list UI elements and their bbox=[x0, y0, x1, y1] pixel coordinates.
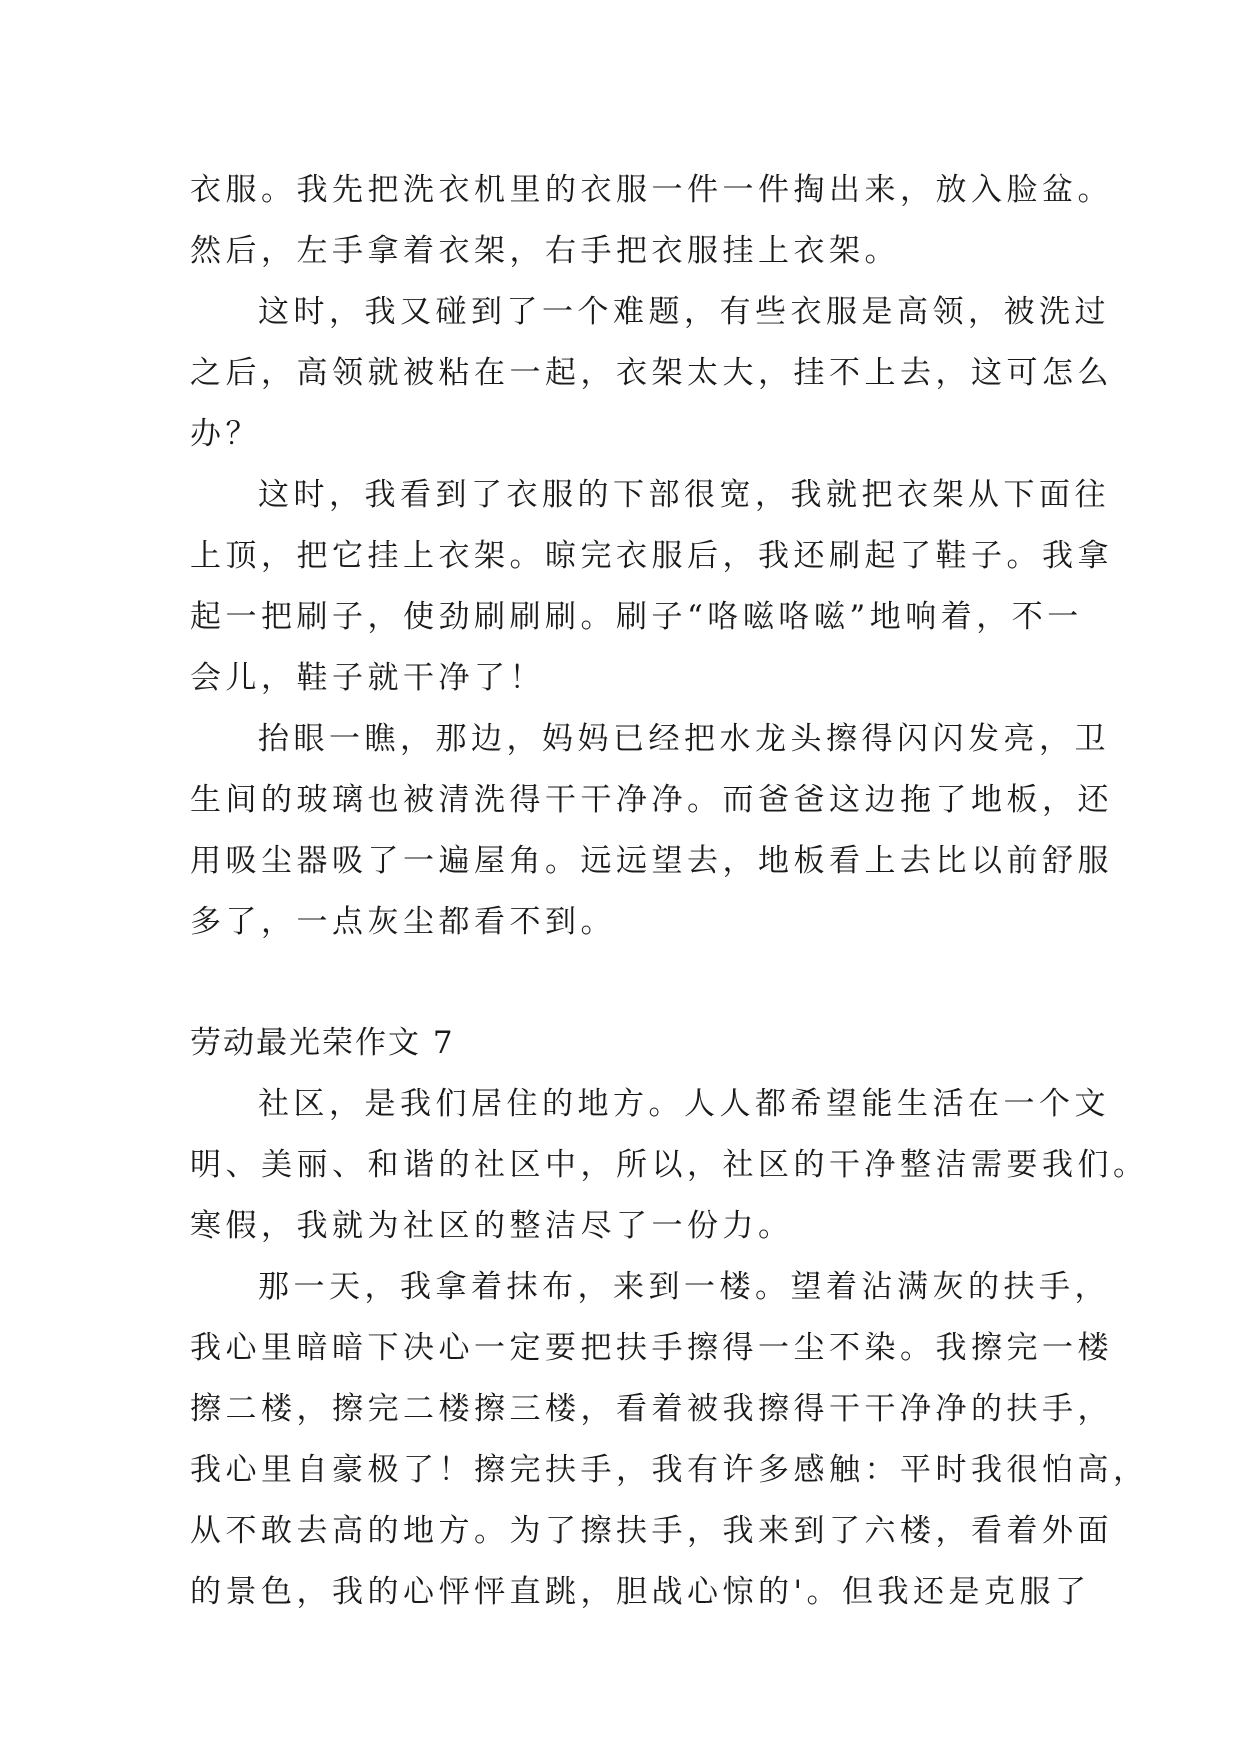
paragraph bbox=[190, 1074, 1149, 1257]
text-line: 那一天，我拿着抹布，来到一楼。望着沾满灰的扶手， bbox=[258, 1269, 1110, 1305]
paragraph bbox=[190, 709, 1113, 953]
text-line: 我心里自豪极了！擦完扶手，我有许多感触：平时我很怕高， bbox=[190, 1452, 1149, 1488]
text-line: 寒假，我就为社区的整洁尽了一份力。 bbox=[190, 1208, 794, 1244]
text-line: 会儿，鞋子就干净了！ bbox=[190, 660, 545, 696]
text-line: 衣服。我先把洗衣机里的衣服一件一件掏出来，放入脸盆。 bbox=[190, 172, 1113, 208]
text-line: 上顶，把它挂上衣架。晾完衣服后，我还刷起了鞋子。我拿 bbox=[190, 538, 1113, 574]
text-line: 起一把刷子，使劲刷刷刷。刷子“咯嗞咯嗞”地响着，不一 bbox=[190, 599, 1083, 635]
text-line: 明、美丽、和谐的社区中，所以，社区的干净整洁需要我们。 bbox=[190, 1147, 1149, 1183]
text-line: 用吸尘器吸了一遍屋角。远远望去，地板看上去比以前舒服 bbox=[190, 843, 1113, 879]
text-line: 然后，左手拿着衣架，右手把衣服挂上衣架。 bbox=[190, 233, 900, 269]
text-line: 这时，我看到了衣服的下部很宽，我就把衣架从下面往 bbox=[258, 477, 1110, 513]
text-line: 办？ bbox=[190, 416, 261, 452]
paragraph bbox=[190, 160, 1113, 282]
document-body bbox=[190, 160, 1149, 1623]
section-spacer bbox=[190, 953, 1070, 1013]
paragraph bbox=[190, 282, 1113, 465]
text-line: 我心里暗暗下决心一定要把扶手擦得一尘不染。我擦完一楼 bbox=[190, 1330, 1113, 1366]
paragraph bbox=[190, 465, 1113, 709]
text-line: 这时，我又碰到了一个难题，有些衣服是高领，被洗过 bbox=[258, 294, 1110, 330]
text-line: 之后，高领就被粘在一起，衣架太大，挂不上去，这可怎么 bbox=[190, 355, 1113, 391]
text-line: 擦二楼，擦完二楼擦三楼，看着被我擦得干干净净的扶手， bbox=[190, 1391, 1113, 1427]
text-line: 社区，是我们居住的地方。人人都希望能生活在一个文 bbox=[258, 1086, 1110, 1122]
paragraph bbox=[190, 1257, 1149, 1623]
text-line: 生间的玻璃也被清洗得干干净净。而爸爸这边拖了地板，还 bbox=[190, 782, 1113, 818]
text-line: 抬眼一瞧，那边，妈妈已经把水龙头擦得闪闪发亮，卫 bbox=[258, 721, 1110, 757]
text-line: 的景色，我的心怦怦直跳，胆战心惊的'。但我还是克服了 bbox=[190, 1574, 1091, 1610]
section-title: 劳动最光荣作文 7 bbox=[190, 1025, 455, 1061]
text-line: 多了，一点灰尘都看不到。 bbox=[190, 904, 616, 940]
text-line: 从不敢去高的地方。为了擦扶手，我来到了六楼，看着外面 bbox=[190, 1513, 1113, 1549]
